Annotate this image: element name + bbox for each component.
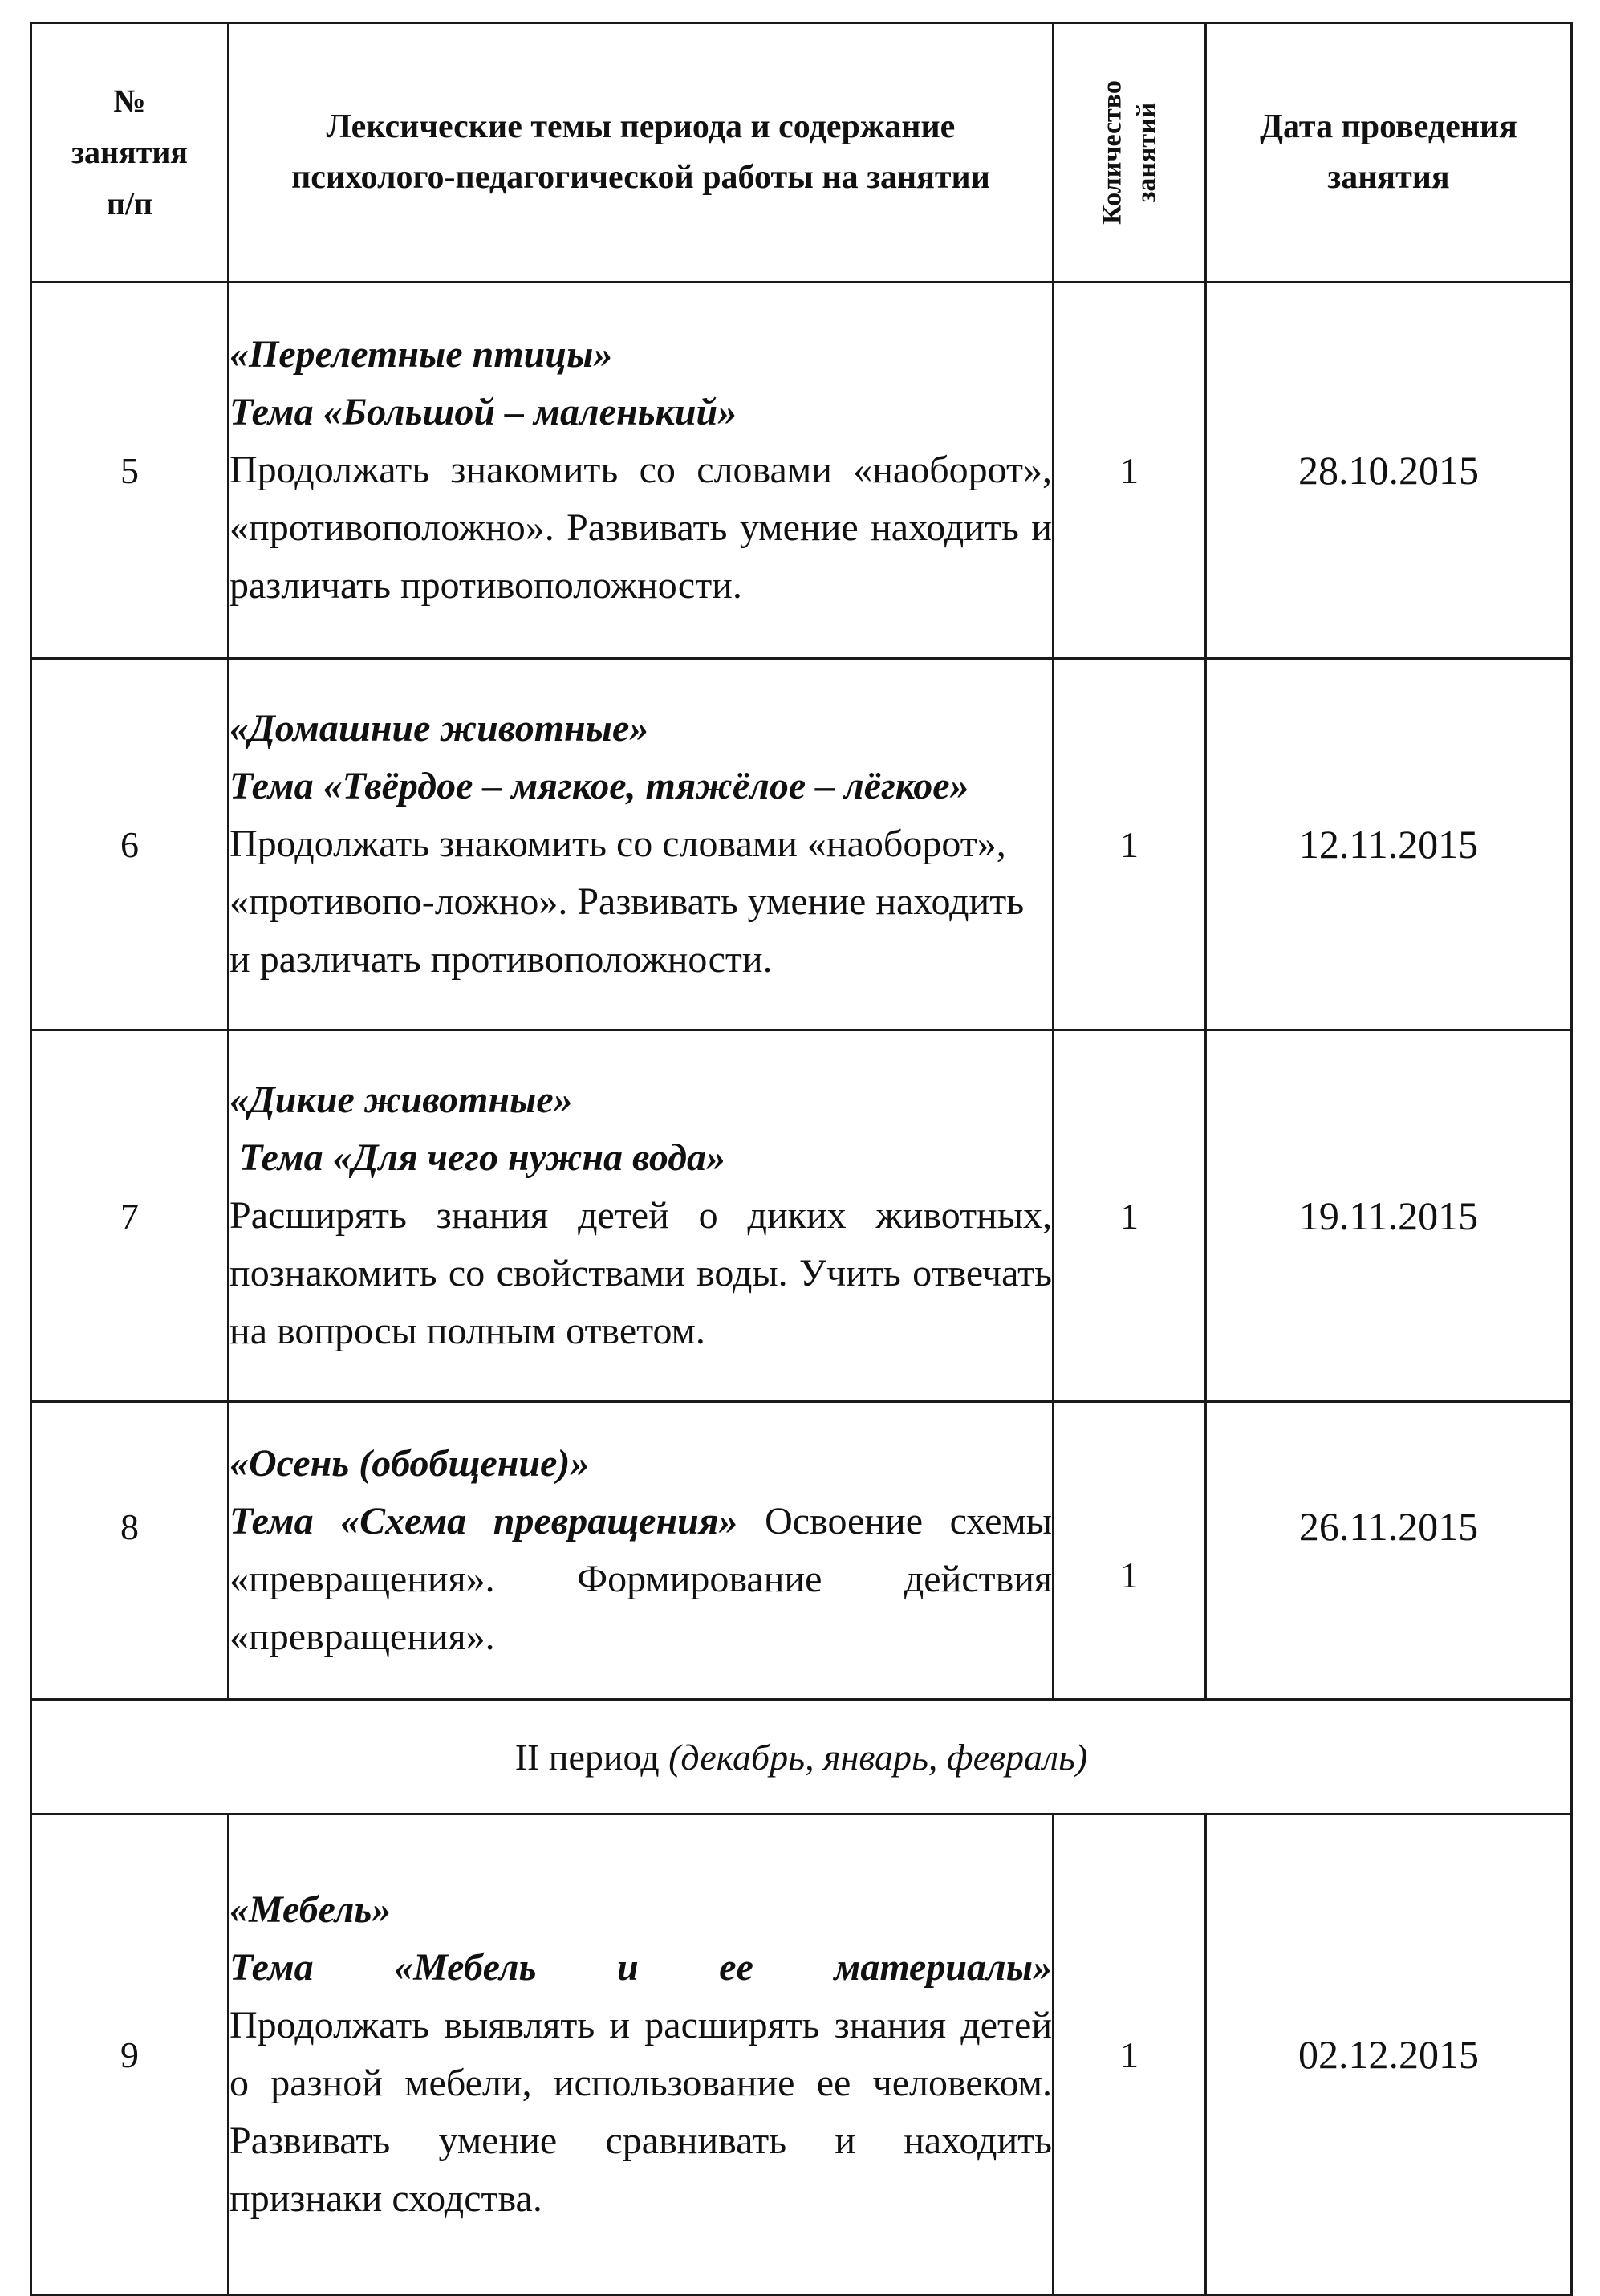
table-row [31,659,1572,1030]
topic-category: «Перелетные птицы» [229,333,613,376]
table-row [31,1814,1572,2295]
header-topics: Лексические темы периода и содержание психолого-педагогической работы на занятии [229,23,1054,282]
topic-theme: Тема «Большой – маленький» [229,391,737,433]
period-heading [31,1700,1572,1814]
topic-body: Продолжать знакомить со словами «наоборот», «противопо-ложно». Развивать умение находить и различать противоположности. [229,823,1025,981]
header-row [31,23,1572,282]
table-row [31,1030,1572,1402]
row-number: 7 [31,1030,229,1402]
header-number: № занятия п/п [31,23,229,282]
row-count: 1 [1054,1402,1206,1700]
row-date: 02.12.2015 [1206,1814,1572,2295]
header-count-cell [1054,23,1206,282]
topic-category: «Дикие животные» [229,1079,573,1121]
row-number: 8 [31,1402,229,1700]
topic-theme: Тема «Мебель и ее материалы» [229,1946,1052,1989]
topic-body: Расширять знания детей о диких животных, познакомить со свойствами воды. Учить отвечать на вопросы полным ответом. [229,1194,1052,1352]
topic-theme: Тема «Схема превращения» [229,1500,738,1542]
period-label: II период [514,1736,669,1778]
topic-body: Продолжать выявлять и расширять знания детей о разной мебели, использование ее человеком. Развивать умение сравнивать и находить признаки сходства. [229,2004,1052,2220]
topic-category: «Осень (обобщение)» [229,1442,590,1485]
row-number: 9 [31,1814,229,2295]
topic-category: «Мебель» [229,1888,392,1931]
row-date: 28.10.2015 [1206,282,1572,659]
row-topic [229,659,1054,1030]
period-row [31,1700,1572,1814]
row-number: 5 [31,282,229,659]
row-date: 26.11.2015 [1206,1402,1572,1700]
row-count: 1 [1054,282,1206,659]
row-count: 1 [1054,659,1206,1030]
row-topic [229,1814,1054,2295]
period-months: (декабрь, январь, февраль) [668,1736,1088,1778]
row-number: 6 [31,659,229,1030]
topic-theme: Тема «Твёрдое – мягкое, тяжёлое – лёгкое» [229,765,969,807]
topic-body: Освоение схемы «превращения». Формирование действия «превращения». [229,1500,1053,1658]
row-date: 12.11.2015 [1206,659,1572,1030]
table-row [31,282,1572,659]
table-row [31,1402,1572,1700]
row-count: 1 [1054,1030,1206,1402]
row-topic [229,1402,1054,1700]
row-date: 19.11.2015 [1206,1030,1572,1402]
row-count: 1 [1054,1814,1206,2295]
topic-category: «Домашние животные» [229,707,649,750]
header-count: Количество занятий [1097,80,1161,225]
topic-theme: Тема «Для чего нужна вода» [239,1136,726,1179]
schedule-table [30,22,1573,2296]
header-date: Дата проведения занятия [1206,23,1572,282]
row-topic [229,1030,1054,1402]
topic-body: Продолжать знакомить со словами «наоборот», «противоположно». Развивать умение находить и различать противоположности. [229,449,1052,607]
row-topic [229,282,1054,659]
